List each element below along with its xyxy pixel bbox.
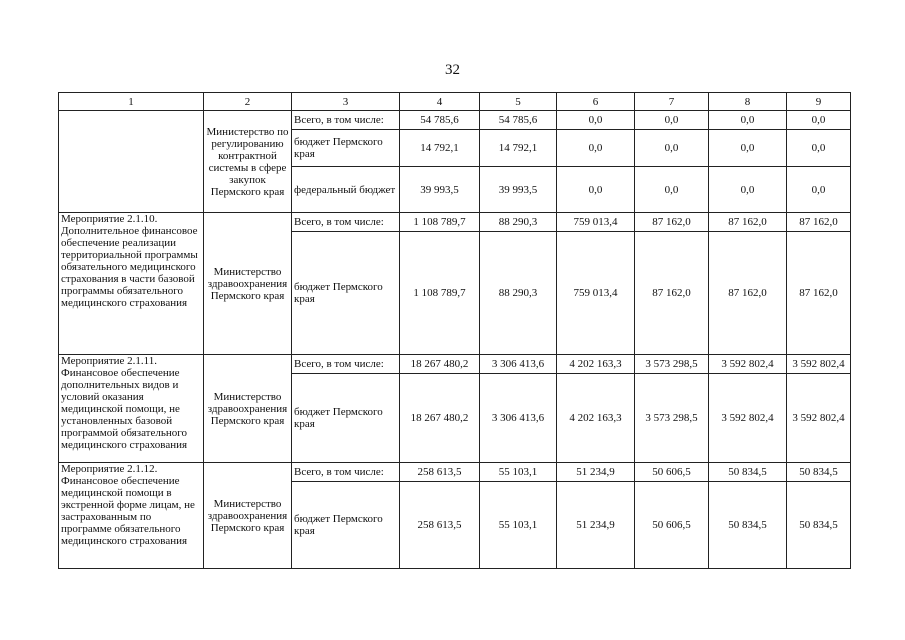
table-row — [59, 111, 851, 130]
value-cell: 87 162,0 — [787, 213, 851, 232]
value-cell: 0,0 — [787, 130, 851, 167]
value-cell: 88 290,3 — [480, 232, 557, 355]
column-header: 5 — [480, 93, 557, 111]
value-cell: 39 993,5 — [480, 167, 557, 213]
measure-cell: Мероприятие 2.1.10. Дополнительное финансовое обеспечение реализации территориальной программы обязательного медицинского страхования в части базовой программы обязательного медицинского страхования — [59, 213, 204, 355]
value-cell: 4 202 163,3 — [557, 374, 635, 463]
value-cell: 0,0 — [709, 130, 787, 167]
value-cell: 51 234,9 — [557, 482, 635, 569]
measure-cell — [59, 111, 204, 213]
budget-table — [58, 92, 851, 569]
source-cell: Всего, в том числе: — [292, 111, 400, 130]
value-cell: 18 267 480,2 — [400, 355, 480, 374]
value-cell: 3 306 413,6 — [480, 355, 557, 374]
source-cell: Всего, в том числе: — [292, 463, 400, 482]
executor-cell: Министерство по регулированию контрактной системы в сфере закупок Пермского края — [204, 111, 292, 213]
table-row — [59, 463, 851, 482]
value-cell: 3 306 413,6 — [480, 374, 557, 463]
column-header: 4 — [400, 93, 480, 111]
value-cell: 1 108 789,7 — [400, 232, 480, 355]
value-cell: 55 103,1 — [480, 463, 557, 482]
value-cell: 3 592 802,4 — [787, 374, 851, 463]
column-header: 7 — [635, 93, 709, 111]
value-cell: 4 202 163,3 — [557, 355, 635, 374]
value-cell: 759 013,4 — [557, 232, 635, 355]
source-cell: бюджет Пермского края — [292, 130, 400, 167]
column-header: 8 — [709, 93, 787, 111]
value-cell: 87 162,0 — [635, 232, 709, 355]
value-cell: 50 834,5 — [709, 463, 787, 482]
value-cell: 1 108 789,7 — [400, 213, 480, 232]
value-cell: 55 103,1 — [480, 482, 557, 569]
source-cell: Всего, в том числе: — [292, 355, 400, 374]
value-cell: 0,0 — [635, 130, 709, 167]
source-cell: Всего, в том числе: — [292, 213, 400, 232]
value-cell: 258 613,5 — [400, 463, 480, 482]
executor-cell: Министерство здравоохранения Пермского края — [204, 463, 292, 569]
column-header: 6 — [557, 93, 635, 111]
value-cell: 50 606,5 — [635, 463, 709, 482]
value-cell: 14 792,1 — [400, 130, 480, 167]
value-cell: 0,0 — [557, 167, 635, 213]
source-cell: бюджет Пермского края — [292, 374, 400, 463]
value-cell: 54 785,6 — [480, 111, 557, 130]
source-cell: бюджет Пермского края — [292, 482, 400, 569]
column-header: 3 — [292, 93, 400, 111]
measure-cell: Мероприятие 2.1.12. Финансовое обеспечение медицинской помощи в экстренной форме лицам, не застрахованным по программе обязательного медицинского страхования — [59, 463, 204, 569]
value-cell: 18 267 480,2 — [400, 374, 480, 463]
value-cell: 0,0 — [709, 167, 787, 213]
value-cell: 3 573 298,5 — [635, 355, 709, 374]
value-cell: 50 606,5 — [635, 482, 709, 569]
value-cell: 87 162,0 — [709, 213, 787, 232]
value-cell: 87 162,0 — [787, 232, 851, 355]
value-cell: 51 234,9 — [557, 463, 635, 482]
value-cell: 0,0 — [557, 130, 635, 167]
source-cell: федеральный бюджет — [292, 167, 400, 213]
value-cell: 50 834,5 — [709, 482, 787, 569]
value-cell: 14 792,1 — [480, 130, 557, 167]
value-cell: 39 993,5 — [400, 167, 480, 213]
column-header: 1 — [59, 93, 204, 111]
value-cell: 258 613,5 — [400, 482, 480, 569]
page-number: 32 — [445, 62, 460, 78]
value-cell: 0,0 — [787, 111, 851, 130]
value-cell: 3 592 802,4 — [709, 374, 787, 463]
value-cell: 3 573 298,5 — [635, 374, 709, 463]
value-cell: 0,0 — [635, 111, 709, 130]
measure-cell: Мероприятие 2.1.11. Финансовое обеспечение дополнительных видов и условий оказания медицинской помощи, не установленных базовой программой обязательного медицинского страхования — [59, 355, 204, 463]
table-row — [59, 355, 851, 374]
header-row — [59, 93, 851, 111]
value-cell: 54 785,6 — [400, 111, 480, 130]
column-header: 9 — [787, 93, 851, 111]
executor-cell: Министерство здравоохранения Пермского края — [204, 213, 292, 355]
value-cell: 3 592 802,4 — [709, 355, 787, 374]
value-cell: 3 592 802,4 — [787, 355, 851, 374]
value-cell: 759 013,4 — [557, 213, 635, 232]
value-cell: 87 162,0 — [709, 232, 787, 355]
executor-cell: Министерство здравоохранения Пермского края — [204, 355, 292, 463]
value-cell: 50 834,5 — [787, 482, 851, 569]
column-header: 2 — [204, 93, 292, 111]
table-row — [59, 213, 851, 232]
value-cell: 0,0 — [557, 111, 635, 130]
value-cell: 0,0 — [787, 167, 851, 213]
source-cell: бюджет Пермского края — [292, 232, 400, 355]
value-cell: 50 834,5 — [787, 463, 851, 482]
value-cell: 88 290,3 — [480, 213, 557, 232]
value-cell: 0,0 — [709, 111, 787, 130]
value-cell: 87 162,0 — [635, 213, 709, 232]
value-cell: 0,0 — [635, 167, 709, 213]
